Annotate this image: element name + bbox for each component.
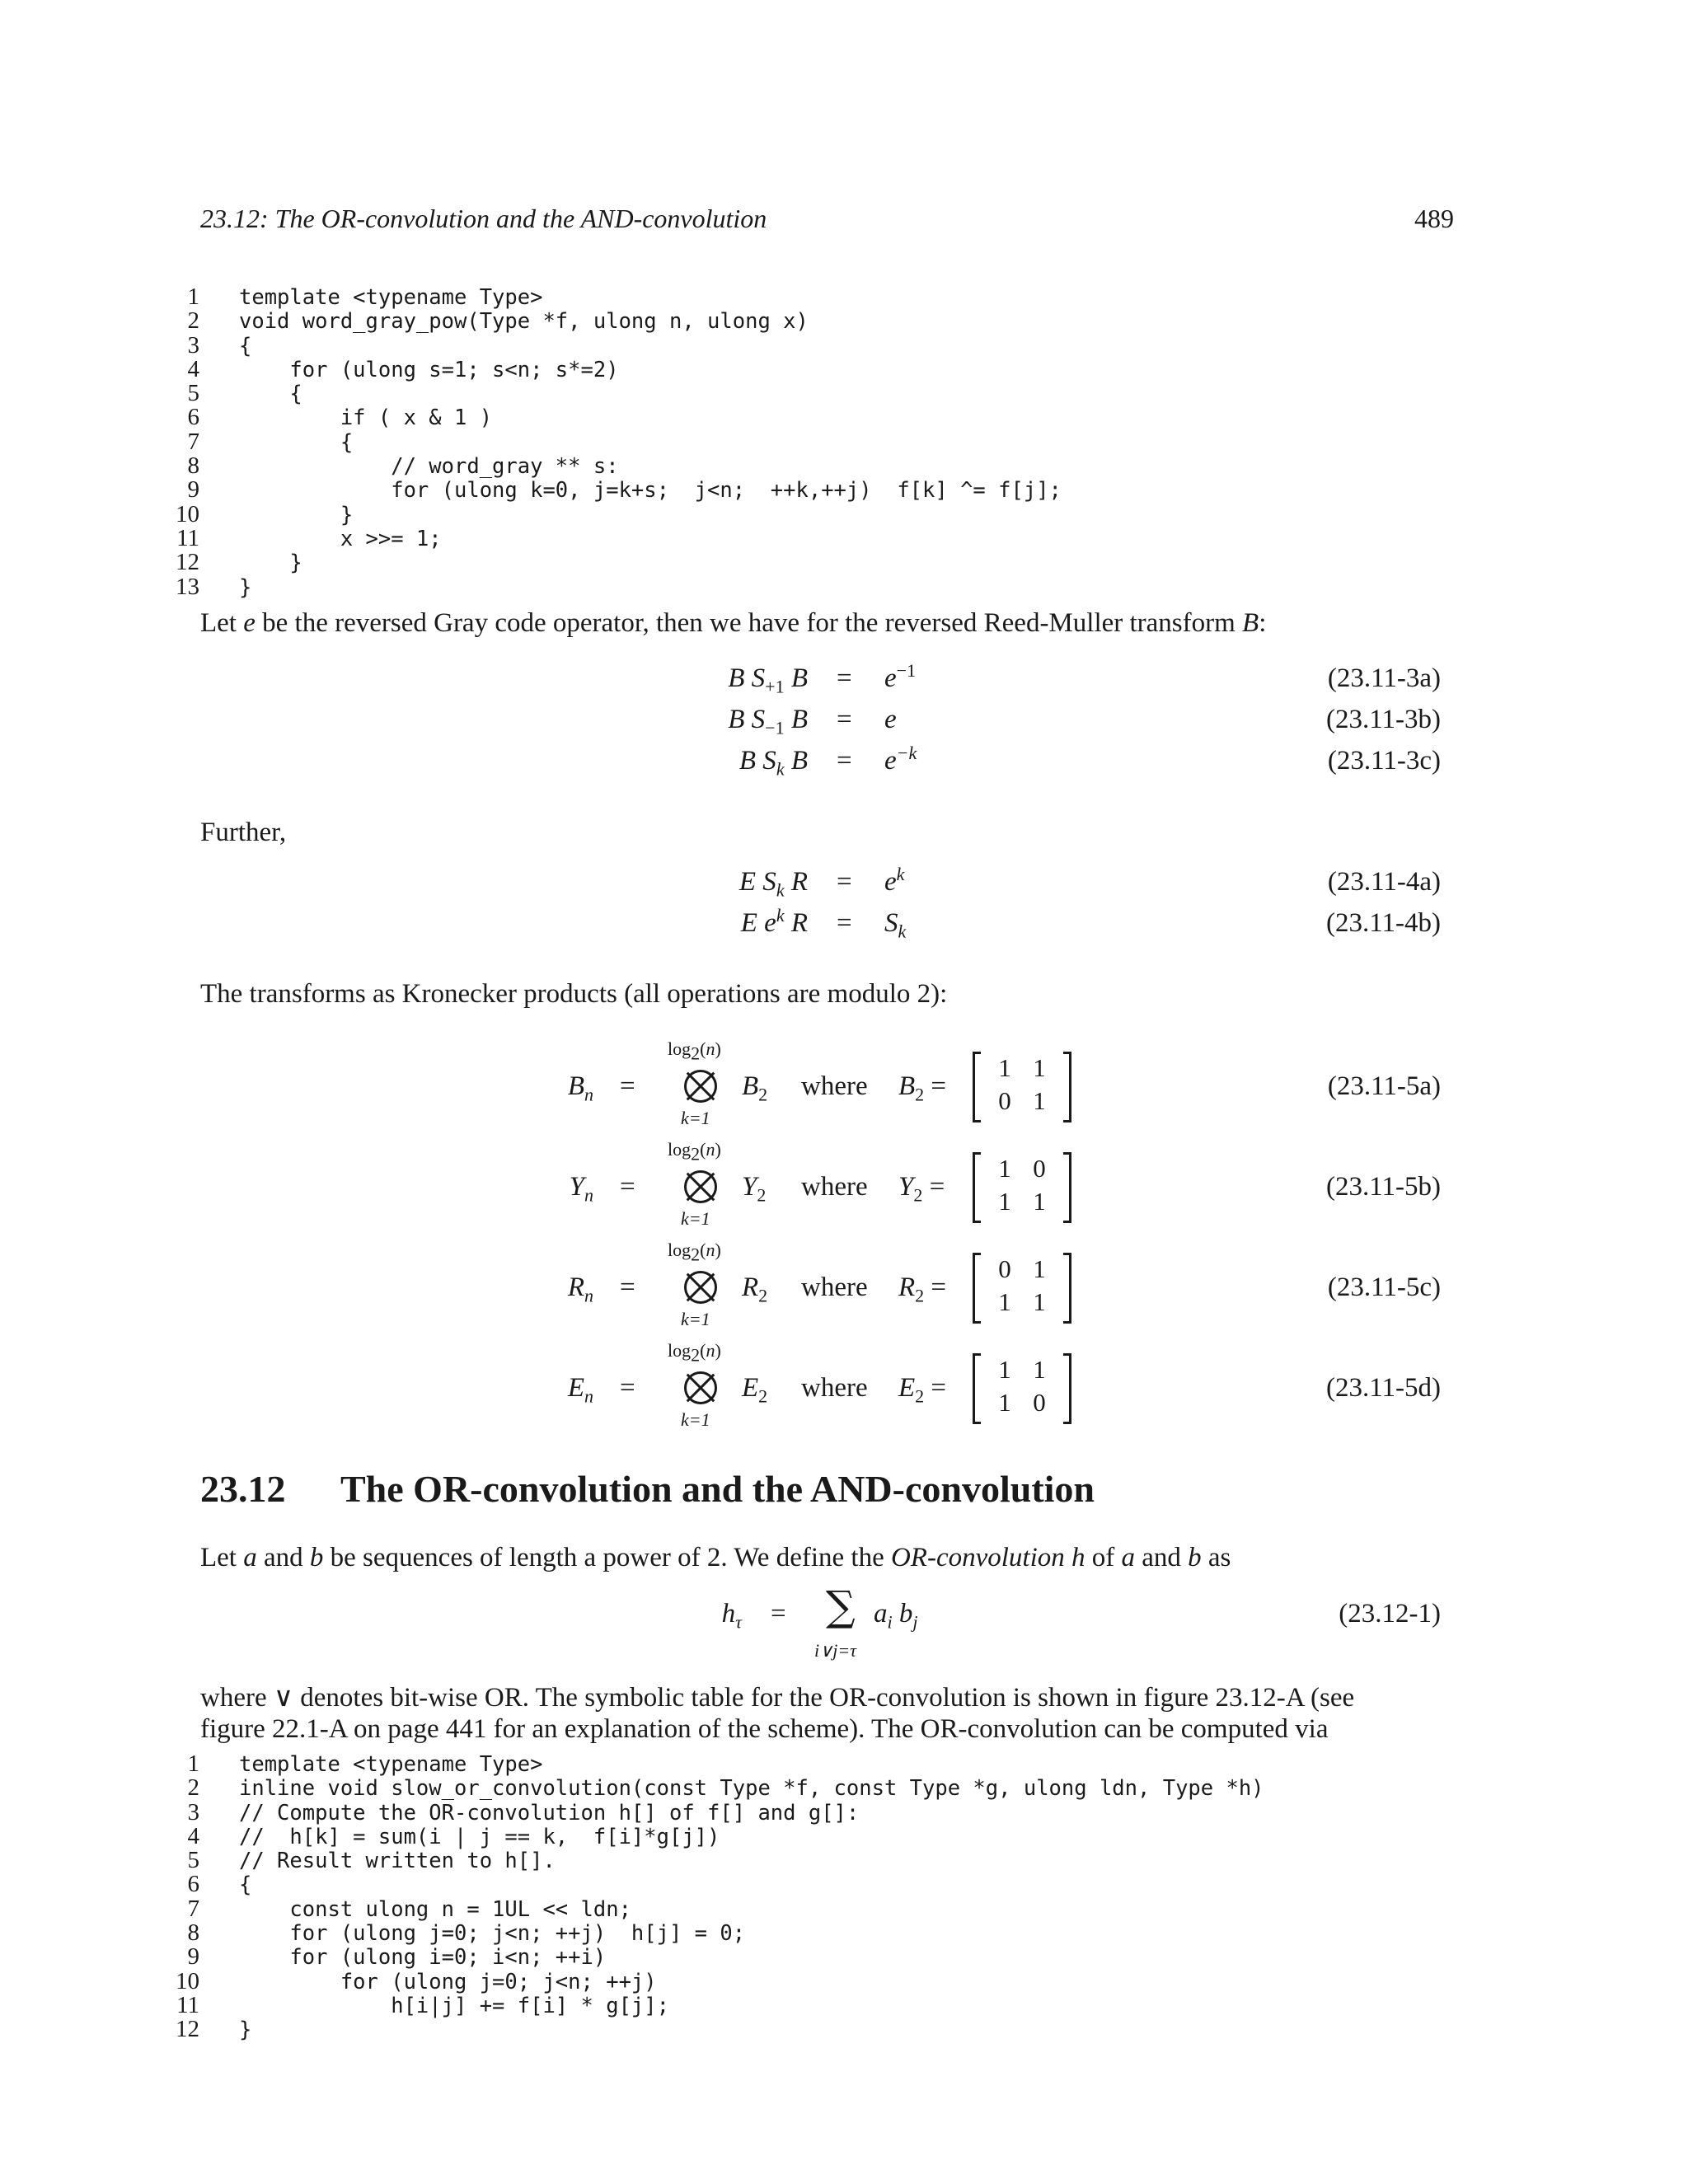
matrix-entry: 1 bbox=[1033, 1287, 1046, 1316]
code-line bbox=[157, 430, 1062, 454]
where-word: where bbox=[801, 1272, 868, 1302]
equation-number: (23.11-4b) bbox=[1326, 908, 1441, 938]
summation-index: i∨j=τ bbox=[814, 1640, 857, 1661]
matrix-name: $Y_2$ = bbox=[898, 1172, 945, 1206]
code-line bbox=[157, 1945, 1264, 1969]
code-text: // Compute the OR-convolution h[] of f[] and g[]: bbox=[239, 1800, 860, 1825]
matrix-name: $R_2$ = bbox=[898, 1272, 947, 1306]
code-line bbox=[157, 1967, 1264, 1994]
code-text: } bbox=[239, 502, 354, 527]
code-line bbox=[157, 1897, 1264, 1921]
line-number: 9 bbox=[187, 476, 199, 504]
code-line bbox=[157, 500, 1062, 527]
kronecker-lhs: $Y_n$ bbox=[569, 1172, 593, 1206]
upper-limit: $\log_2(n)$ bbox=[668, 1038, 721, 1064]
matrix-2x2 bbox=[973, 1152, 1071, 1223]
where-word: where bbox=[801, 1373, 868, 1403]
code-text: if ( x & 1 ) bbox=[239, 405, 493, 431]
matrix-entry: 0 bbox=[1033, 1388, 1046, 1417]
matrix-entry: 1 bbox=[998, 1053, 1011, 1082]
equation-rhs: $e^{-1}$ bbox=[884, 660, 917, 693]
equals-sign: = bbox=[620, 1373, 635, 1403]
equation-lhs: E $S_k$ R bbox=[738, 867, 808, 901]
code-text: } bbox=[239, 551, 302, 576]
kronecker-factor: $B_2$ bbox=[742, 1071, 768, 1105]
line-number: 3 bbox=[187, 331, 199, 359]
equation-number: (23.11-5d) bbox=[1326, 1373, 1441, 1403]
equation-rhs: e bbox=[884, 705, 897, 734]
code-line bbox=[157, 1849, 1264, 1872]
code-text: h[i|j] += f[i] * g[j]; bbox=[239, 1993, 669, 2018]
equation-lhs: B $S_{-1}$ B bbox=[728, 705, 808, 738]
kronecker-product-symbol bbox=[684, 1170, 717, 1207]
where-word: where bbox=[801, 1172, 868, 1202]
code-line bbox=[157, 285, 1062, 309]
matrix-entry: 1 bbox=[998, 1388, 1011, 1417]
matrix-entry: 1 bbox=[1033, 1355, 1046, 1384]
code-line bbox=[157, 1798, 1264, 1825]
matrix-entry: 0 bbox=[998, 1254, 1011, 1283]
paragraph-further: Further, bbox=[200, 818, 287, 847]
code-line bbox=[157, 382, 1062, 405]
code-text: const ulong n = 1UL << ldn; bbox=[239, 1896, 631, 1922]
code-text: inline void slow_or_convolution(const Type *f, const Type *g, ulong ldn, Type *h) bbox=[239, 1776, 1264, 1802]
code-line bbox=[157, 1776, 1264, 1800]
line-number: 1 bbox=[187, 284, 199, 310]
code-text: x >>= 1; bbox=[239, 526, 442, 551]
code-line bbox=[157, 355, 1062, 382]
line-number: 5 bbox=[187, 1847, 199, 1874]
paragraph-or-convolution-definition: Let a and b be sequences of length a power of 2. We define the OR-convolution h of a and b as bbox=[200, 1543, 1231, 1572]
line-number: 6 bbox=[187, 404, 199, 431]
code-line bbox=[157, 2018, 1264, 2041]
matrix-entry: 1 bbox=[998, 1187, 1011, 1216]
kronecker-factor: $E_2$ bbox=[742, 1373, 768, 1407]
code-line bbox=[157, 331, 1062, 359]
equals-sign: = bbox=[837, 867, 852, 897]
equation-number: (23.11-3b) bbox=[1326, 705, 1441, 734]
line-number: 7 bbox=[187, 1895, 199, 1922]
code-text: { bbox=[239, 333, 252, 359]
kronecker-lhs: $R_n$ bbox=[567, 1272, 593, 1306]
kronecker-product-symbol bbox=[684, 1070, 717, 1106]
equation-number: (23.11-5b) bbox=[1326, 1172, 1441, 1202]
equals-sign: = bbox=[620, 1272, 635, 1302]
code-line bbox=[157, 1991, 1264, 2018]
code-text: // Result written to h[]. bbox=[239, 1849, 556, 1874]
code-text: } bbox=[239, 2018, 252, 2043]
equation-number: (23.11-3a) bbox=[1327, 663, 1441, 693]
equation-lhs: $h_\tau$ bbox=[721, 1599, 742, 1633]
equation-lhs: B $S_{+1}$ B bbox=[728, 663, 808, 697]
equation-number: (23.11-4a) bbox=[1327, 867, 1441, 897]
line-number: 6 bbox=[187, 1871, 199, 1898]
paragraph-kronecker: The transforms as Kronecker products (all operations are modulo 2): bbox=[200, 979, 948, 1009]
lower-limit: k=1 bbox=[681, 1108, 710, 1128]
kronecker-product-symbol bbox=[684, 1271, 717, 1307]
line-number: 3 bbox=[187, 1798, 199, 1825]
matrix-entry: 0 bbox=[1033, 1154, 1046, 1183]
kronecker-factor: $R_2$ bbox=[742, 1272, 768, 1306]
code-text: for (ulong i=0; i<n; ++i) bbox=[239, 1945, 607, 1971]
line-number: 11 bbox=[176, 1991, 199, 2018]
equation-number: (23.11-5c) bbox=[1327, 1272, 1441, 1302]
line-number: 4 bbox=[187, 1822, 199, 1849]
matrix-entry: 1 bbox=[998, 1154, 1011, 1183]
equals-sign: = bbox=[837, 663, 852, 693]
code-text: // word_gray ** s: bbox=[239, 454, 619, 480]
matrix-entry: 0 bbox=[998, 1086, 1011, 1115]
line-number: 10 bbox=[176, 500, 199, 527]
lower-limit: k=1 bbox=[681, 1309, 710, 1329]
line-number: 8 bbox=[187, 452, 199, 480]
line-number: 8 bbox=[187, 1919, 199, 1947]
code-line bbox=[157, 1872, 1264, 1896]
equation-number: (23.11-3c) bbox=[1327, 746, 1441, 776]
line-number: 2 bbox=[187, 307, 199, 335]
code-line bbox=[157, 1822, 1264, 1849]
line-number: 10 bbox=[176, 1967, 199, 1994]
section-number: 23.12 bbox=[200, 1468, 286, 1510]
equals-sign: = bbox=[837, 705, 852, 734]
upper-limit: $\log_2(n)$ bbox=[668, 1139, 721, 1165]
matrix-2x2 bbox=[973, 1253, 1071, 1324]
section-title: The OR-convolution and the AND-convolution bbox=[340, 1468, 1095, 1510]
kronecker-factor: $Y_2$ bbox=[742, 1172, 767, 1206]
equation-lhs: E $e^k$ R bbox=[740, 905, 808, 938]
code-text: void word_gray_pow(Type *f, ulong n, ulong x) bbox=[239, 309, 809, 335]
code-text: template <typename Type> bbox=[239, 1752, 543, 1777]
line-number: 12 bbox=[176, 549, 199, 576]
equation-rhs: $e^k$ bbox=[884, 864, 905, 897]
equals-sign: = bbox=[771, 1599, 786, 1629]
equation-lhs: B $S_k$ B bbox=[738, 746, 808, 780]
code-listing-slow-or-convolution bbox=[157, 1752, 1264, 2042]
matrix-2x2 bbox=[973, 1052, 1071, 1122]
running-header: 23.12: The OR-convolution and the AND-convolution bbox=[200, 204, 767, 233]
upper-limit: $\log_2(n)$ bbox=[668, 1240, 721, 1265]
line-number: 1 bbox=[187, 1750, 199, 1777]
code-line bbox=[157, 551, 1062, 574]
equation-number: (23.11-5a) bbox=[1327, 1071, 1441, 1101]
kronecker-lhs: $E_n$ bbox=[567, 1373, 593, 1407]
code-text: for (ulong j=0; j<n; ++j) h[j] = 0; bbox=[239, 1921, 746, 1947]
line-number: 11 bbox=[176, 524, 199, 551]
code-text: // h[k] = sum(i | j == k, f[i]*g[j]) bbox=[239, 1824, 720, 1849]
equals-sign: = bbox=[837, 746, 852, 776]
line-number: 2 bbox=[187, 1774, 199, 1802]
code-text: { bbox=[239, 1872, 252, 1898]
line-number: 13 bbox=[176, 573, 199, 600]
equals-sign: = bbox=[837, 908, 852, 938]
paragraph-or-description-line-2: figure 22.1-A on page 441 for an explanation of the scheme). The OR-convolution can be computed via bbox=[200, 1714, 1329, 1744]
matrix-entry: 1 bbox=[1033, 1187, 1046, 1216]
upper-limit: $\log_2(n)$ bbox=[668, 1340, 721, 1366]
equation-number: (23.12-1) bbox=[1339, 1599, 1441, 1629]
kronecker-product-symbol bbox=[684, 1371, 717, 1408]
code-line bbox=[157, 454, 1062, 478]
code-text: for (ulong j=0; j<n; ++j) bbox=[239, 1969, 657, 1994]
code-text: for (ulong k=0, j=k+s; j<n; ++k,++j) f[k] ^= f[j]; bbox=[239, 478, 1062, 504]
line-number: 4 bbox=[187, 355, 199, 382]
equation-rhs: $a_i$ $b_j$ bbox=[874, 1599, 918, 1633]
lower-limit: k=1 bbox=[681, 1409, 710, 1430]
page-number: 489 bbox=[1414, 204, 1454, 233]
code-line bbox=[157, 575, 1062, 599]
matrix-entry: 1 bbox=[1033, 1254, 1046, 1283]
line-number: 9 bbox=[187, 1943, 199, 1971]
code-line bbox=[157, 309, 1062, 333]
kronecker-lhs: $B_n$ bbox=[567, 1071, 593, 1105]
line-number: 7 bbox=[187, 428, 199, 455]
code-text: for (ulong s=1; s<n; s*=2) bbox=[239, 357, 619, 382]
code-line bbox=[157, 524, 1062, 551]
code-line bbox=[157, 1752, 1264, 1776]
section-heading bbox=[200, 1467, 1095, 1511]
matrix-name: $E_2$ = bbox=[898, 1373, 947, 1407]
code-text: { bbox=[239, 382, 302, 407]
equation-rhs: $e^{-k}$ bbox=[884, 743, 917, 776]
summation-symbol: ∑ bbox=[826, 1582, 856, 1630]
code-line bbox=[157, 478, 1062, 502]
equals-sign: = bbox=[620, 1071, 635, 1101]
paragraph-gray-code-intro: Let e be the reversed Gray code operator, then we have for the reversed Reed-Muller transform B: bbox=[200, 608, 1267, 638]
matrix-entry: 1 bbox=[1033, 1086, 1046, 1115]
matrix-entry: 1 bbox=[1033, 1053, 1046, 1082]
equation-rhs: $S_k$ bbox=[884, 908, 907, 942]
line-number: 12 bbox=[176, 2016, 199, 2043]
matrix-entry: 1 bbox=[998, 1355, 1011, 1384]
line-number: 5 bbox=[187, 380, 199, 407]
code-line bbox=[157, 1921, 1264, 1945]
code-line bbox=[157, 405, 1062, 429]
paragraph-or-description-line-1: where ∨ denotes bit-wise OR. The symbolic table for the OR-convolution is shown in figure 23.12-A (see bbox=[200, 1683, 1355, 1713]
equals-sign: = bbox=[620, 1172, 635, 1202]
lower-limit: k=1 bbox=[681, 1208, 710, 1229]
code-listing-word-gray-pow bbox=[157, 285, 1062, 599]
matrix-entry: 1 bbox=[998, 1287, 1011, 1316]
code-text: } bbox=[239, 574, 252, 600]
matrix-name: $B_2$ = bbox=[898, 1071, 947, 1105]
code-text: { bbox=[239, 429, 354, 455]
code-text: template <typename Type> bbox=[239, 285, 543, 310]
where-word: where bbox=[801, 1071, 868, 1101]
matrix-2x2 bbox=[973, 1353, 1071, 1424]
